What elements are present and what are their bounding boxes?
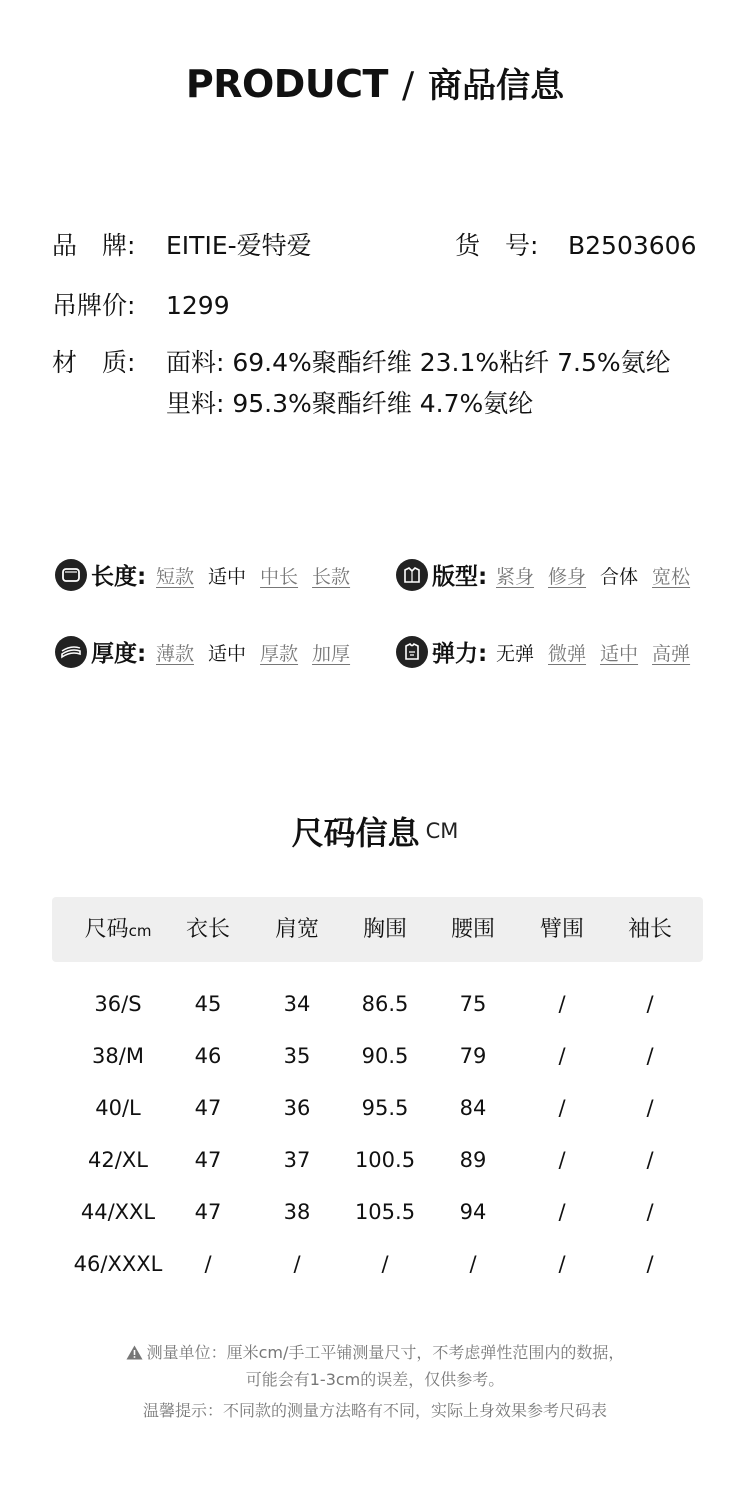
cell-sleeve: / <box>646 992 654 1016</box>
option-mid-long: 中长 <box>260 566 299 588</box>
cell-size: 46/XXXL <box>73 1252 163 1276</box>
option-long: 长款 <box>312 566 351 588</box>
price-value: 1299 <box>166 291 230 320</box>
length-icon <box>55 559 87 591</box>
cell-chest: 105.5 <box>354 1200 416 1224</box>
cell-size: 42/XL <box>88 1148 148 1172</box>
attribute-label: 长度: <box>91 564 147 590</box>
cell-size: 36/S <box>94 992 142 1016</box>
cell-waist: 84 <box>459 1096 487 1120</box>
table-row <box>52 1238 703 1290</box>
option-slim: 修身 <box>548 566 587 588</box>
header-size: 尺码cm <box>84 917 152 942</box>
attribute-label: 厚度: <box>91 641 147 667</box>
attribute-thickness <box>55 634 375 670</box>
material-line-1: 面料: 69.4%聚酯纤维 23.1%粘纤 7.5%氨纶 <box>166 348 671 377</box>
attribute-label: 弹力: <box>432 641 488 667</box>
cell-sleeve: / <box>646 1200 654 1224</box>
note-line-3: 温馨提示：不同款的测量方法略有不同，实际上身效果参考尺码表 <box>142 1401 607 1420</box>
cell-length: 46 <box>194 1044 222 1068</box>
header-separator: / <box>401 65 415 106</box>
table-row <box>52 1030 703 1082</box>
option-regular: 合体 <box>600 566 639 588</box>
cell-arm: / <box>558 1200 566 1224</box>
option-medium: 适中 <box>208 566 247 588</box>
option-extra-thick: 加厚 <box>312 643 351 665</box>
brand-label: 品 牌: <box>52 231 136 260</box>
option-short: 短款 <box>156 566 195 588</box>
fit-icon <box>396 559 428 591</box>
sku-label: 货 号: <box>455 231 539 260</box>
cell-waist: 79 <box>459 1044 487 1068</box>
note-line-1: 测量单位：厘米cm/手工平铺测量尺寸，不考虑弹性范围内的数据， <box>0 1340 750 1364</box>
cell-chest: 95.5 <box>361 1096 409 1120</box>
cell-waist: 89 <box>459 1148 487 1172</box>
cell-size: 44/XXL <box>80 1200 156 1224</box>
cell-waist: / <box>469 1252 477 1276</box>
cell-waist: 94 <box>459 1200 487 1224</box>
cell-size: 40/L <box>95 1096 141 1120</box>
attribute-fit <box>396 557 716 593</box>
cell-chest: 86.5 <box>361 992 409 1016</box>
cell-arm: / <box>558 1096 566 1120</box>
page-header <box>0 58 750 107</box>
header-arm: 臂围 <box>539 917 584 942</box>
cell-sleeve: / <box>646 1252 654 1276</box>
header-title-en: PRODUCT <box>185 62 388 106</box>
table-row <box>52 1186 703 1238</box>
header-length: 衣长 <box>185 917 230 942</box>
attribute-elasticity <box>396 634 716 670</box>
cell-shoulder: 37 <box>283 1148 311 1172</box>
material-line-2: 里料: 95.3%聚酯纤维 4.7%氨纶 <box>166 389 534 418</box>
header-sleeve: 袖长 <box>627 917 672 942</box>
warning-icon <box>126 1345 143 1364</box>
table-row <box>52 1134 703 1186</box>
cell-shoulder: / <box>293 1252 301 1276</box>
material-label: 材 质: <box>52 348 136 377</box>
cell-sleeve: / <box>646 1148 654 1172</box>
cell-size: 38/M <box>92 1044 144 1068</box>
option-tight: 紧身 <box>496 566 535 588</box>
cell-chest: 90.5 <box>361 1044 409 1068</box>
attribute-options <box>156 639 364 666</box>
cell-sleeve: / <box>646 1044 654 1068</box>
attribute-options <box>156 562 364 589</box>
option-thin: 薄款 <box>156 643 195 665</box>
option-slight-stretch: 微弹 <box>548 643 587 665</box>
elasticity-icon <box>396 636 428 668</box>
attribute-options <box>496 562 704 589</box>
table-row <box>52 978 703 1030</box>
attribute-options <box>496 639 704 666</box>
price-label: 吊牌价: <box>52 291 136 320</box>
cell-length: / <box>204 1252 212 1276</box>
header-waist: 腰围 <box>450 917 495 942</box>
cell-shoulder: 35 <box>283 1044 311 1068</box>
size-unit: CM <box>425 819 459 843</box>
attribute-length <box>55 557 375 593</box>
size-title: 尺码信息 <box>291 814 420 852</box>
option-thick: 厚款 <box>260 643 299 665</box>
cell-waist: 75 <box>459 992 487 1016</box>
cell-length: 47 <box>194 1200 222 1224</box>
cell-length: 45 <box>194 992 222 1016</box>
cell-chest: / <box>381 1252 389 1276</box>
cell-arm: / <box>558 992 566 1016</box>
table-row <box>52 1082 703 1134</box>
brand-value: EITIE-爱特爱 <box>166 231 312 260</box>
sku-value: B2503606 <box>568 231 697 260</box>
attribute-label: 版型: <box>432 564 488 590</box>
cell-arm: / <box>558 1252 566 1276</box>
option-moderate: 适中 <box>208 643 247 665</box>
option-no-stretch: 无弹 <box>496 643 535 665</box>
header-title-cn: 商品信息 <box>428 66 565 106</box>
note-line-2: 可能会有1-3cm的误差，仅供参考。 <box>245 1370 505 1389</box>
cell-length: 47 <box>194 1096 222 1120</box>
cell-sleeve: / <box>646 1096 654 1120</box>
cell-length: 47 <box>194 1148 222 1172</box>
cell-shoulder: 38 <box>283 1200 311 1224</box>
cell-shoulder: 34 <box>283 992 311 1016</box>
cell-shoulder: 36 <box>283 1096 311 1120</box>
cell-arm: / <box>558 1148 566 1172</box>
size-section-title <box>0 808 750 854</box>
option-loose: 宽松 <box>652 566 691 588</box>
thickness-icon <box>55 636 87 668</box>
header-chest: 胸围 <box>362 917 407 942</box>
header-shoulder: 肩宽 <box>274 917 319 942</box>
size-table-header <box>52 897 703 962</box>
option-moderate-stretch: 适中 <box>600 643 639 665</box>
cell-arm: / <box>558 1044 566 1068</box>
option-high-stretch: 高弹 <box>652 643 691 665</box>
cell-chest: 100.5 <box>354 1148 416 1172</box>
